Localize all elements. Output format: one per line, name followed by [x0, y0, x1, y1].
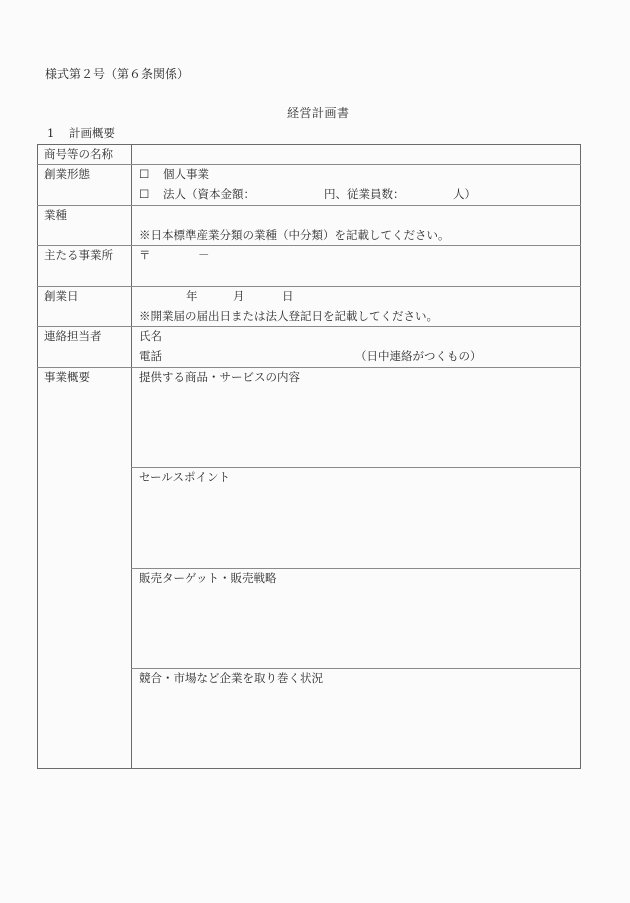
option-sole-proprietor[interactable]: [139, 169, 209, 181]
subsection-competition-market: 競合・市場など企業を取り巻く状況: [139, 671, 323, 685]
employees-unit-label: 人）: [453, 187, 476, 201]
option-corporation[interactable]: [139, 189, 255, 201]
checkbox-corporation[interactable]: ☐: [139, 187, 150, 201]
contact-phone-label: 電話: [139, 349, 162, 363]
label-main-office: 主たる事業所: [44, 248, 113, 262]
column-divider: [131, 144, 132, 769]
year-label: 年: [186, 289, 198, 303]
label-business-type: 創業形態: [44, 167, 90, 181]
postal-mark: 〒: [139, 248, 151, 262]
form-number: 様式第２号（第６条関係）: [45, 67, 190, 81]
day-label: 日: [282, 289, 294, 303]
section-number: 1: [47, 126, 55, 140]
contact-name-label: 氏名: [139, 329, 162, 343]
subsection-divider: [131, 568, 581, 569]
checkbox-sole-proprietor[interactable]: ☐: [139, 167, 150, 181]
postal-dash: －: [198, 248, 210, 262]
row-divider: [37, 245, 581, 246]
business-name-field[interactable]: [133, 146, 579, 163]
row-divider: [37, 326, 581, 327]
subsection-products-services: 提供する商品・サービスの内容: [139, 370, 300, 384]
label-founding-date: 創業日: [44, 289, 79, 303]
section-heading: [47, 128, 115, 140]
subsection-sales-target-strategy: 販売ターゲット・販売戦略: [139, 571, 277, 585]
label-business-overview: 事業概要: [44, 370, 90, 384]
label-contact-person: 連絡担当者: [44, 329, 102, 343]
document-title: 経営計画書: [287, 106, 350, 120]
month-label: 月: [233, 289, 245, 303]
row-divider: [37, 205, 581, 206]
row-divider: [37, 164, 581, 165]
contact-phone-note: （日中連絡がつくもの）: [355, 349, 482, 363]
label-business-name: 商号等の名称: [44, 147, 113, 161]
option-label: 法人（資本金額：: [162, 187, 255, 201]
label-industry: 業種: [44, 208, 67, 222]
row-divider: [37, 367, 581, 368]
subsection-divider: [131, 668, 581, 669]
subsection-divider: [131, 467, 581, 468]
option-label: 個人事業: [162, 167, 209, 181]
capital-unit-label: 円、従業員数：: [324, 187, 405, 201]
subsection-selling-points: セールスポイント: [139, 470, 230, 484]
founding-date-note: ※開業届の届出日または法人登記日を記載してください。: [139, 309, 438, 323]
industry-note: ※日本標準産業分類の業種（中分類）を記載してください。: [139, 228, 450, 242]
row-divider: [37, 286, 581, 287]
section-title: 計画概要: [69, 126, 115, 140]
